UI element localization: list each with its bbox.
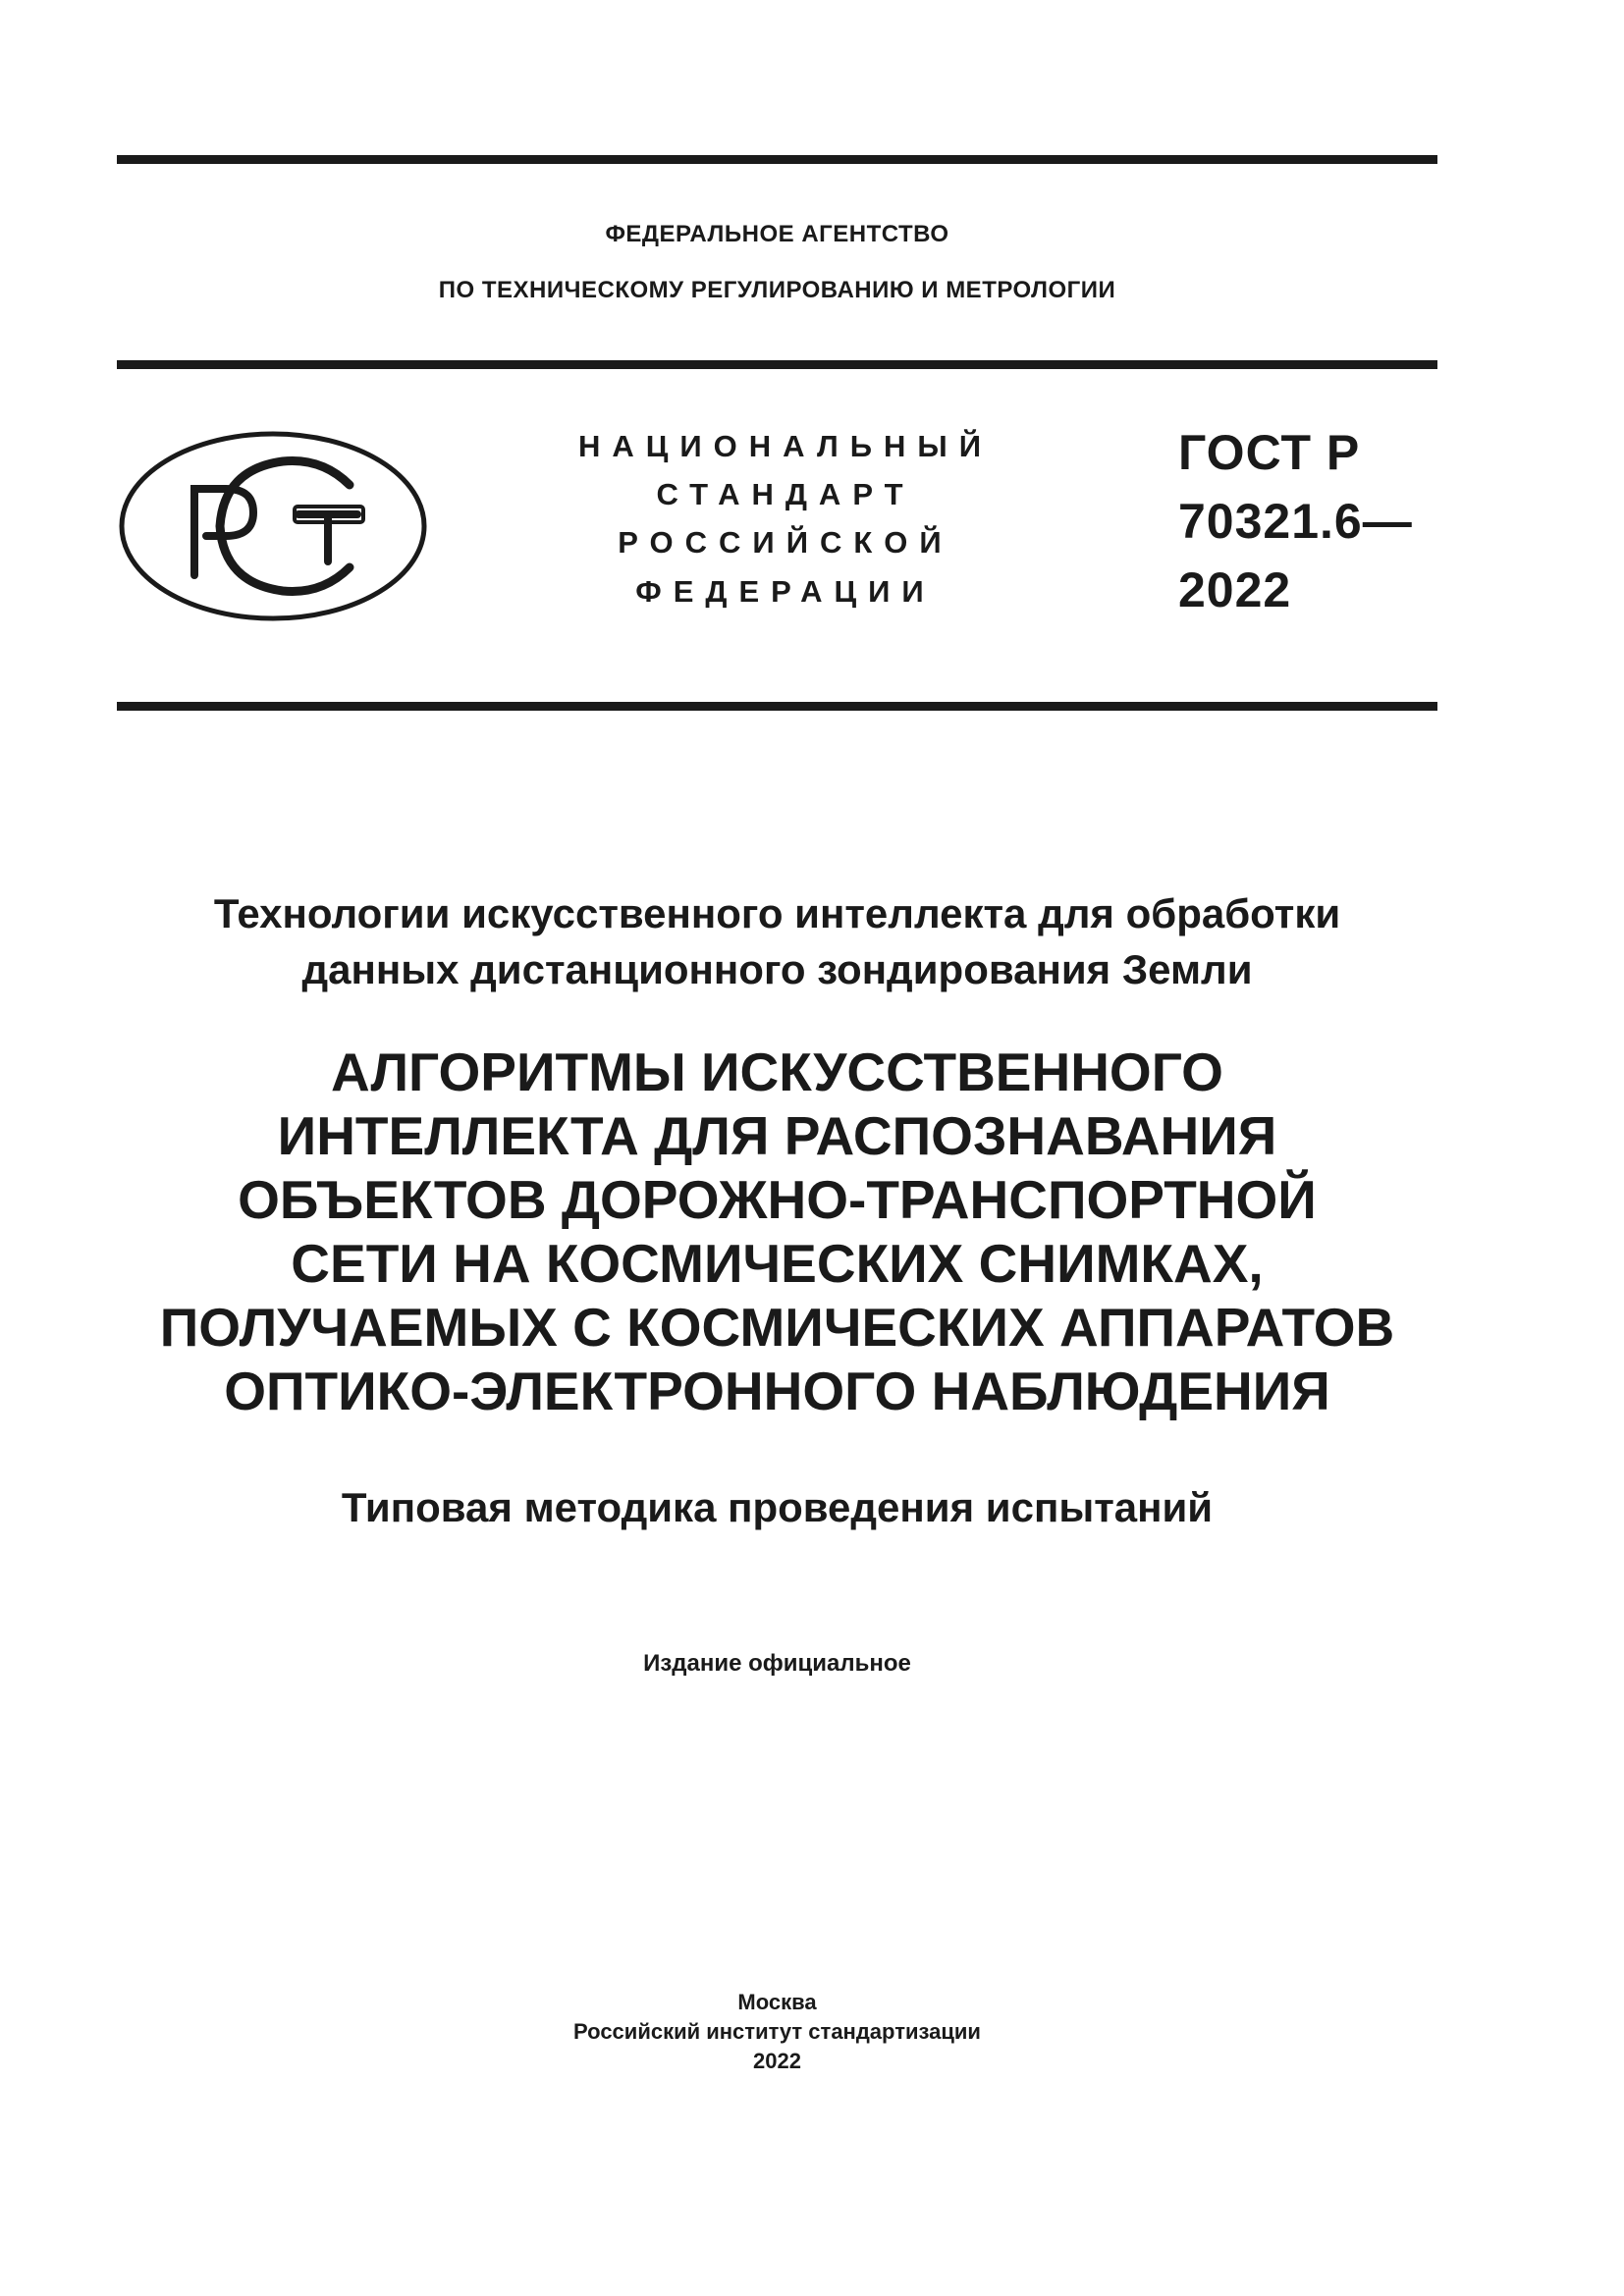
- national-standard-line3: РОССИЙСКОЙ: [618, 525, 953, 560]
- middle-divider: [117, 360, 1437, 369]
- main-title-line: ОБЪЕКТОВ ДОРОЖНО-ТРАНСПОРТНОЙ: [238, 1169, 1317, 1230]
- publisher-city: Москва: [737, 1990, 817, 2014]
- main-title-line: АЛГОРИТМЫ ИСКУССТВЕННОГО: [331, 1041, 1223, 1102]
- gost-designation-line3: 2022: [1178, 562, 1292, 617]
- main-title-line: ПОЛУЧАЕМЫХ С КОСМИЧЕСКИХ АППАРАТОВ: [159, 1297, 1395, 1358]
- subtitle: Типовая методика проведения испытаний: [341, 1484, 1214, 1530]
- top-divider: [117, 155, 1437, 164]
- national-standard-line1: НАЦИОНАЛЬНЫЙ: [577, 429, 994, 463]
- main-title-line: СЕТИ НА КОСМИЧЕСКИХ СНИМКАХ,: [291, 1233, 1264, 1294]
- national-standard-line4: ФЕДЕРАЦИИ: [635, 574, 936, 609]
- edition-note: Издание официальное: [643, 1650, 911, 1677]
- main-title: [117, 1041, 1437, 1423]
- publisher-year: 2022: [753, 2049, 801, 2073]
- rst-logo-icon: [116, 428, 430, 624]
- national-standard-line2: СТАНДАРТ: [656, 477, 915, 511]
- publisher-institute: Российский институт стандартизации: [573, 2019, 981, 2044]
- agency-name-line1: ФЕДЕРАЛЬНОЕ АГЕНТСТВО: [605, 221, 949, 247]
- gost-designation-line1: ГОСТ Р: [1178, 425, 1361, 480]
- bottom-divider: [117, 702, 1437, 711]
- agency-name-line2: ПО ТЕХНИЧЕСКОМУ РЕГУЛИРОВАНИЮ И МЕТРОЛОГИИ: [438, 277, 1116, 303]
- series-title-line: данных дистанционного зондирования Земли: [301, 946, 1253, 992]
- gost-designation-line2: 70321.6—: [1178, 494, 1413, 549]
- main-title-line: ОПТИКО-ЭЛЕКТРОННОГО НАБЛЮДЕНИЯ: [224, 1361, 1330, 1421]
- main-title-line: ИНТЕЛЛЕКТА ДЛЯ РАСПОЗНАВАНИЯ: [277, 1105, 1277, 1166]
- publisher-block: [117, 1988, 1437, 2076]
- series-title-line: Технологии искусственного интеллекта для обработки: [213, 890, 1341, 936]
- series-title: [117, 885, 1437, 997]
